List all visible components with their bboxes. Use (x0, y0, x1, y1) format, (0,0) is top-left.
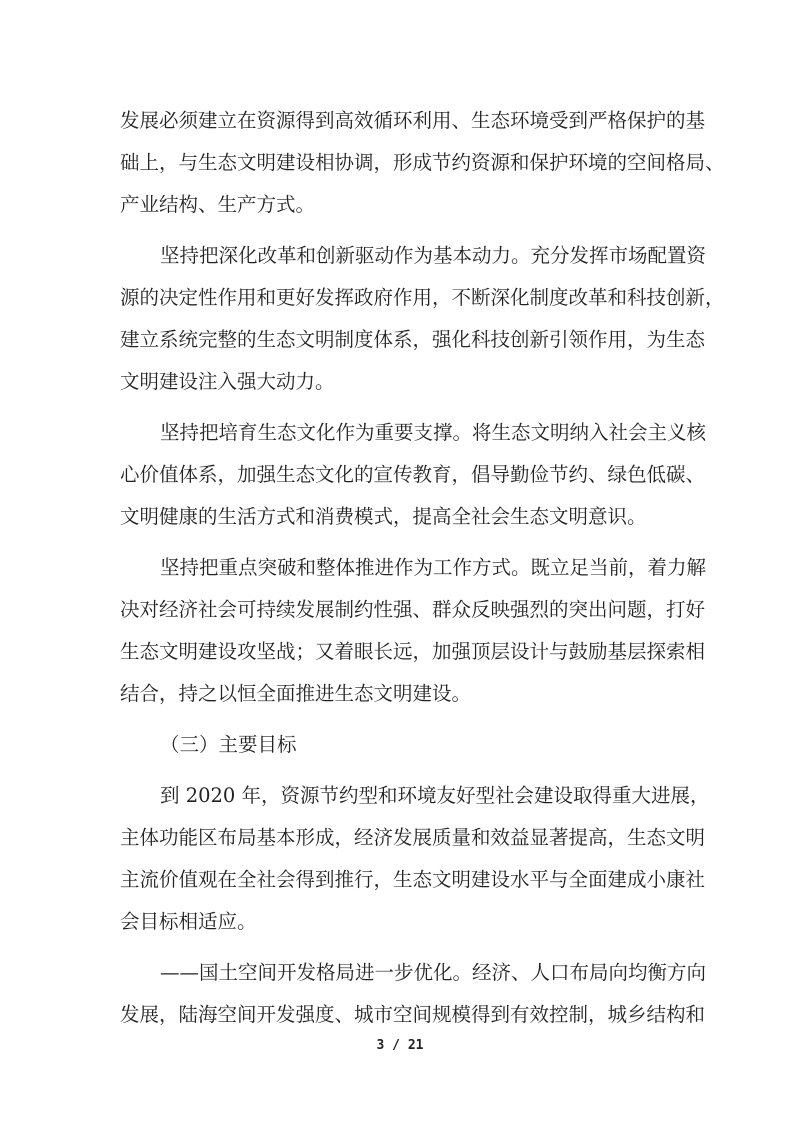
page-number: 3 / 21 (376, 1038, 424, 1053)
text-line: 主体功能区布局基本形成，经济发展质量和效益显著提高，生态文明 (120, 826, 706, 849)
paragraph (120, 547, 707, 715)
paragraph (120, 724, 683, 766)
text-line: 发展，陆海空间开发强度、城市空间规模得到有效控制，城乡结构和 (120, 1003, 706, 1026)
text-line: 到 2020 年，资源节约型和环境友好型社会建设取得重大进展， (160, 784, 710, 807)
paragraph (120, 775, 710, 943)
text-line: 产业结构、生产方式。 (120, 193, 316, 216)
paragraph (120, 100, 725, 226)
text-line: 生态文明建设攻坚战；又着眼长远，加强顶层设计与鼓励基层探索相 (120, 640, 706, 663)
text-line: （三）主要目标 (160, 733, 297, 756)
text-line: ——国土空间开发格局进一步优化。经济、人口布局向均衡方向 (160, 961, 707, 984)
text-line: 坚持把深化改革和创新驱动作为基本动力。充分发挥市场配置资 (160, 244, 707, 267)
text-line: 文明建设注入强大动力。 (120, 370, 335, 393)
text-line: 文明健康的生活方式和消费模式，提高全社会生态文明意识。 (120, 505, 647, 528)
paragraph (120, 412, 707, 538)
text-line: 础上，与生态文明建设相协调，形成节约资源和保护环境的空间格局、 (120, 151, 725, 174)
text-line: 心价值体系，加强生态文化的宣传教育，倡导勤俭节约、绿色低碳、 (120, 463, 706, 486)
text-line: 坚持把培育生态文化作为重要支撑。将生态文明纳入社会主义核 (160, 421, 707, 444)
text-line: 建立系统完整的生态文明制度体系，强化科技创新引领作用，为生态 (120, 328, 706, 351)
paragraph (120, 235, 725, 403)
text-line: 会目标相适应。 (120, 910, 257, 933)
document-body (120, 100, 725, 1045)
text-line: 决对经济社会可持续发展制约性强、群众反映强烈的突出问题，打好 (120, 598, 706, 621)
text-line: 主流价值观在全社会得到推行，生态文明建设水平与全面建成小康社 (120, 868, 706, 891)
text-line: 结合，持之以恒全面推进生态文明建设。 (120, 682, 472, 705)
paragraph (120, 952, 707, 1036)
text-line: 发展必须建立在资源得到高效循环利用、生态环境受到严格保护的基 (120, 109, 706, 132)
text-line: 坚持把重点突破和整体推进作为工作方式。既立足当前，着力解 (160, 556, 707, 579)
text-line: 源的决定性作用和更好发挥政府作用，不断深化制度改革和科技创新， (120, 286, 725, 309)
